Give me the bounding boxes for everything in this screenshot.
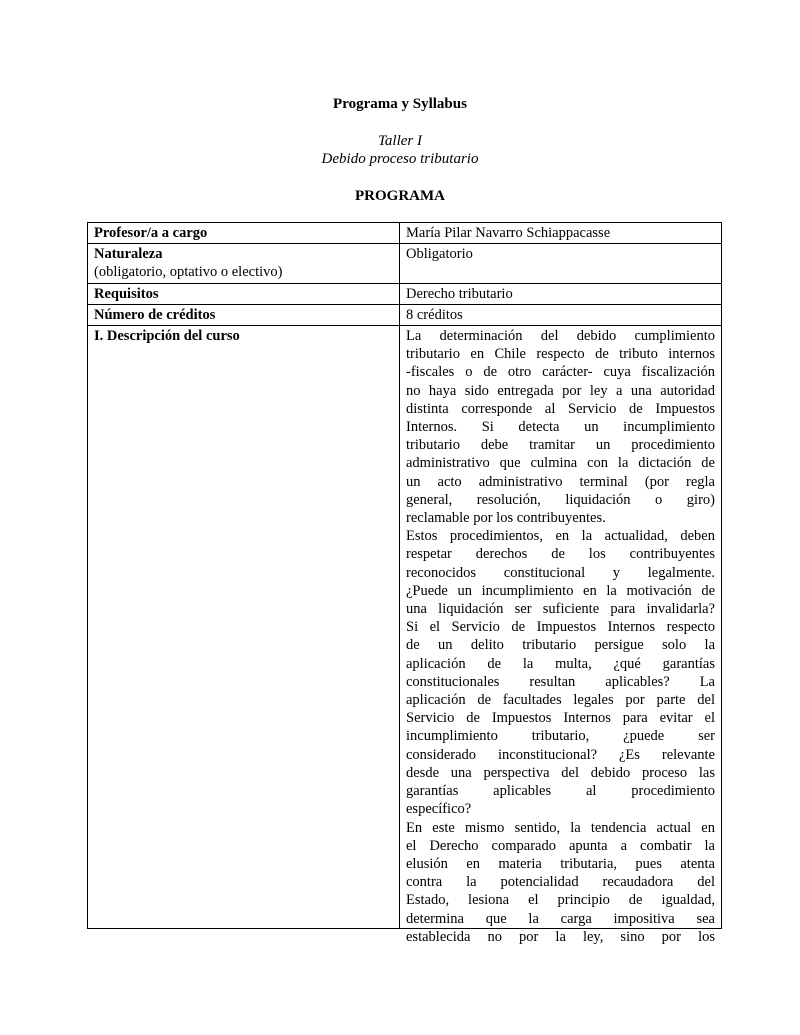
description-text (406, 327, 715, 945)
description-value (400, 326, 722, 945)
credits-row (88, 304, 722, 325)
description-line: tributario debe tramitar un procedimiento (406, 437, 715, 454)
description-line: no haya sido entregada por ley a una autoridad (406, 382, 715, 399)
description-line: desde una perspectiva del debido proceso las (406, 764, 715, 781)
description-line: determina que la carga impositiva sea (406, 910, 715, 927)
description-line: específico? (406, 801, 472, 818)
credits-label-cell (88, 304, 400, 325)
requirements-label: Requisitos (94, 285, 159, 302)
requirements-row (88, 283, 722, 304)
description-line: establecida no por la ley, sino por los (406, 928, 715, 945)
professor-row (88, 223, 722, 244)
professor-value: María Pilar Navarro Schiappacasse (400, 223, 722, 244)
description-line: Internos. Si detecta un incumplimiento (406, 419, 715, 436)
credits-value: 8 créditos (400, 304, 722, 325)
description-line: Servicio de Impuestos Internos para evitar el (406, 710, 715, 727)
description-line: constitucionales resultan aplicables? La (406, 673, 715, 690)
description-line: Si el Servicio de Impuestos Internos respecto (406, 619, 715, 636)
requirements-label-cell (88, 283, 400, 304)
description-line: -fiscales o de otro carácter- cuya fiscalización (406, 364, 715, 381)
credits-label: Número de créditos (94, 306, 216, 323)
description-line: Estos procedimientos, en la actualidad, deben (406, 528, 715, 545)
description-row (88, 326, 722, 929)
nature-row (88, 244, 722, 283)
nature-label-cell (88, 244, 400, 283)
description-line: un acto administrativo terminal (por regla (406, 473, 715, 490)
description-line: una liquidación ser suficiente para invalidarla? (406, 601, 715, 618)
description-line: reconocidos constitucional y legalmente. (406, 564, 715, 581)
description-line: La determinación del debido cumplimiento (406, 328, 715, 345)
description-line: aplicación de la multa, ¿qué garantías (406, 655, 715, 672)
description-line: ¿Puede un incumplimiento en la motivación de (406, 582, 715, 599)
description-line: contra la potencialidad recaudadora del (406, 874, 715, 891)
description-line: administrativo que culmina con la dictación de (406, 455, 715, 472)
program-table (87, 222, 722, 945)
section-heading: PROGRAMA (355, 188, 445, 204)
description-line: general, resolución, liquidación o giro) (406, 491, 715, 508)
description-line: elusión en materia tributaria, pues atenta (406, 855, 715, 872)
course-type: Taller I (377, 133, 423, 149)
description-line: reclamable por los contribuyentes. (406, 510, 606, 527)
description-line: respetar derechos de los contribuyentes (406, 546, 715, 563)
document-title: Programa y Syllabus (333, 96, 467, 112)
description-label-cell (88, 326, 400, 929)
professor-label-cell (88, 223, 400, 244)
requirements-value: Derecho tributario (400, 283, 722, 304)
description-line: distinta corresponde al Servicio de Impuestos (406, 400, 715, 417)
description-line: En este mismo sentido, la tendencia actual en (406, 819, 715, 836)
description-line: el Derecho comparado apunta a combatir la (406, 837, 715, 854)
description-line: Estado, lesiona el principio de igualdad, (406, 892, 715, 909)
nature-label: Naturaleza (94, 246, 163, 263)
description-line: incumplimiento tributario, ¿puede ser (406, 728, 715, 745)
course-name: Debido proceso tributario (321, 151, 479, 167)
nature-value: Obligatorio (400, 244, 722, 283)
description-line: tributario en Chile respecto de tributo internos (406, 346, 715, 363)
description-line: considerado inconstitucional? ¿Es relevante (406, 746, 715, 763)
description-line: garantías aplicables al procedimiento (406, 783, 715, 800)
description-line: de un delito tributario persigue solo la (406, 637, 715, 654)
description-label: I. Descripción del curso (94, 328, 240, 345)
nature-note: (obligatorio, optativo o electivo) (94, 264, 283, 281)
professor-label: Profesor/a a cargo (94, 225, 208, 241)
description-line: aplicación de facultades legales por parte del (406, 692, 715, 709)
